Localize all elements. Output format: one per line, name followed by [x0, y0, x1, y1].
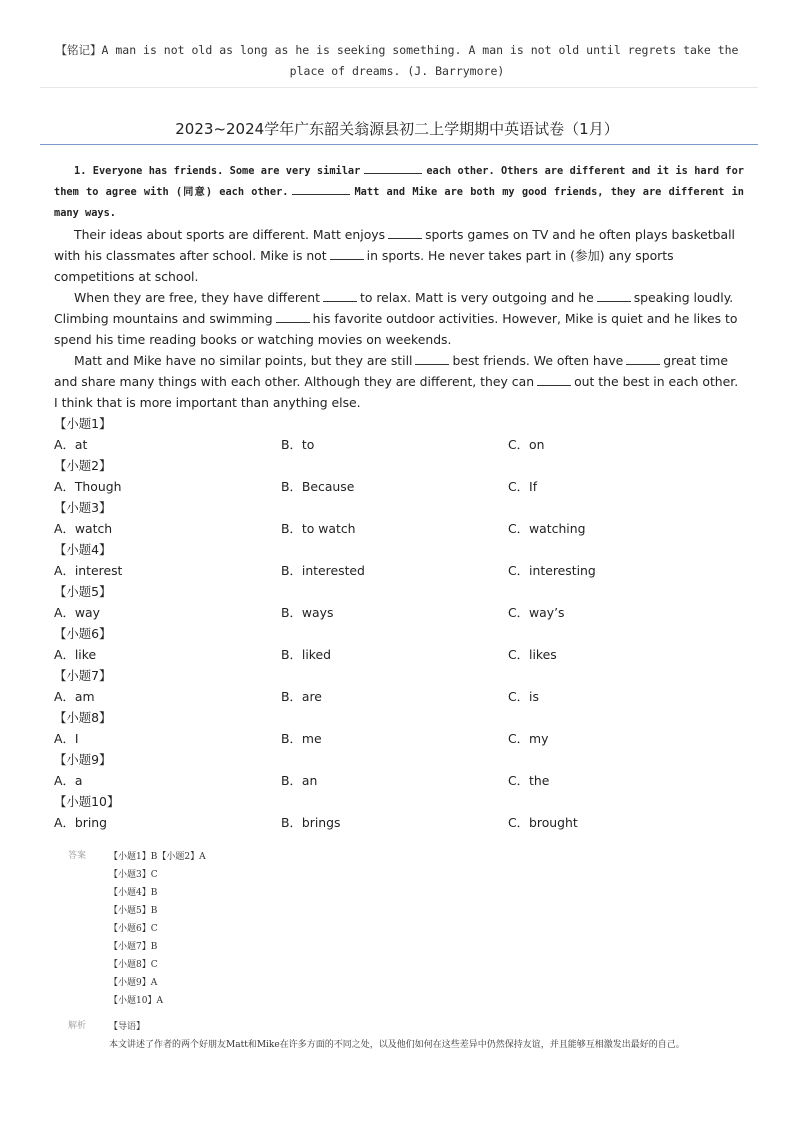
option-row: [54, 518, 754, 539]
option-row: [54, 812, 754, 833]
option-b: B．to watch: [281, 521, 356, 536]
passage-text: sports games on TV and he often plays basketball with his classmates after school. Mike is not: [54, 227, 736, 263]
option-a: A．a: [54, 773, 83, 788]
answer-line: 【小题4】B: [109, 888, 158, 898]
answer-line: 【小题3】C: [109, 870, 158, 880]
passage-text: Matt and Mike are both my good friends, they are different in many ways.: [54, 186, 745, 219]
option-a: A．interest: [54, 563, 123, 578]
option-a: A．am: [54, 689, 95, 704]
option-row: [54, 602, 754, 623]
option-a: A．Though: [54, 479, 122, 494]
blank-10: [537, 373, 571, 386]
option-row: [54, 434, 754, 455]
question-list: [54, 413, 754, 833]
option-c: C．brought: [508, 815, 578, 830]
option-row: [54, 728, 754, 749]
passage-text: his favorite outdoor activities. However, Mike is quiet and he likes to spend his time reading books or watching movies on weekends.: [54, 311, 738, 347]
passage-text: best friends. We often have: [452, 353, 624, 368]
passage-paragraph-3: [54, 287, 744, 350]
blank-1: [364, 161, 422, 174]
passage-text: When they are free, they have different: [74, 290, 320, 305]
option-c: C．interesting: [508, 563, 596, 578]
question-label: 【小题10】: [54, 794, 120, 809]
analysis-heading: 【导语】: [109, 1022, 146, 1032]
option-c: C．my: [508, 731, 549, 746]
blank-8: [415, 352, 449, 365]
passage-text: 1. Everyone has friends. Some are very similar: [74, 165, 361, 177]
blank-6: [597, 289, 631, 302]
answer-line: 【小题6】C: [109, 924, 158, 934]
option-c: C．If: [508, 479, 538, 494]
answer-line: 【小题1】B【小题2】A: [109, 852, 206, 862]
option-a: A．like: [54, 647, 97, 662]
blank-4: [330, 247, 364, 260]
option-c: C．on: [508, 437, 545, 452]
passage-paragraph-4: [54, 350, 744, 413]
passage-paragraph-2: [54, 224, 744, 287]
answer-line: 【小题10】A: [109, 996, 163, 1006]
option-b: B．Because: [281, 479, 355, 494]
blank-5: [323, 289, 357, 302]
option-b: B．ways: [281, 605, 334, 620]
analysis-tag: 解析: [68, 1021, 87, 1031]
option-c: C．way’s: [508, 605, 565, 620]
analysis-body: [109, 1018, 727, 1054]
option-c: C．the: [508, 773, 550, 788]
motto: [40, 40, 754, 82]
option-b: B．an: [281, 773, 318, 788]
option-a: A．I: [54, 731, 79, 746]
blank-9: [626, 352, 660, 365]
answer-line: 【小题9】A: [109, 978, 158, 988]
option-c: C．likes: [508, 647, 557, 662]
blank-2: [292, 182, 350, 195]
motto-line-1: 【铭记】A man is not old as long as he is seeking something. A man is not old until regrets take the: [55, 43, 739, 57]
option-b: B．to: [281, 437, 315, 452]
answer-list: [109, 848, 206, 1010]
passage-text: in sports. He never takes part in (参加) any sports competitions at school.: [54, 248, 674, 284]
option-a: A．way: [54, 605, 100, 620]
question-label: 【小题6】: [54, 626, 112, 641]
question-label: 【小题8】: [54, 710, 112, 725]
option-b: B．are: [281, 689, 322, 704]
answer-tag: 答案: [68, 851, 87, 861]
option-b: B．liked: [281, 647, 331, 662]
question-label: 【小题3】: [54, 500, 112, 515]
blank-7: [276, 310, 310, 323]
option-row: [54, 476, 754, 497]
option-row: [54, 686, 754, 707]
question-label: 【小题4】: [54, 542, 112, 557]
option-c: C．is: [508, 689, 539, 704]
question-label: 【小题9】: [54, 752, 112, 767]
question-label: 【小题7】: [54, 668, 112, 683]
option-row: [54, 560, 754, 581]
option-c: C．watching: [508, 521, 586, 536]
option-b: B．brings: [281, 815, 341, 830]
passage-text: speaking loudly. Climbing mountains and swimming: [54, 290, 734, 326]
passage-text: out the best in each other. I think that is more important than anything else.: [54, 374, 739, 410]
header-divider: [40, 87, 758, 88]
passage-text: great time and share many things with each other. Although they are different, they can: [54, 353, 728, 389]
option-a: A．at: [54, 437, 88, 452]
answer-line: 【小题5】B: [109, 906, 158, 916]
blank-3: [388, 226, 422, 239]
question-label: 【小题5】: [54, 584, 112, 599]
reading-passage: [54, 161, 744, 413]
option-a: A．watch: [54, 521, 113, 536]
page-title: 2023~2024学年广东韶关翁源县初二上学期期中英语试卷（1月）: [175, 120, 619, 138]
analysis-text: 本文讲述了作者的两个好朋友Matt和Mike在许多方面的不同之处，以及他们如何在这些差异中仍然保持友谊，并且能够互相激发出最好的自己。: [109, 1040, 685, 1050]
answer-line: 【小题7】B: [109, 942, 158, 952]
passage-text: each other. Others are different and it is hard for them to agree with (同意) each other.: [54, 165, 744, 198]
option-b: B．interested: [281, 563, 365, 578]
passage-text: Matt and Mike have no similar points, but they are still: [74, 353, 413, 368]
option-b: B．me: [281, 731, 322, 746]
question-label: 【小题2】: [54, 458, 112, 473]
option-row: [54, 770, 754, 791]
title-divider: [40, 144, 758, 145]
passage-paragraph-1: [54, 161, 744, 224]
motto-line-2: place of dreams. (J. Barrymore): [289, 64, 505, 78]
option-row: [54, 644, 754, 665]
question-label: 【小题1】: [54, 416, 112, 431]
passage-text: to relax. Matt is very outgoing and he: [359, 290, 594, 305]
option-a: A．bring: [54, 815, 107, 830]
answer-line: 【小题8】C: [109, 960, 158, 970]
passage-text: Their ideas about sports are different. Matt enjoys: [74, 227, 386, 242]
